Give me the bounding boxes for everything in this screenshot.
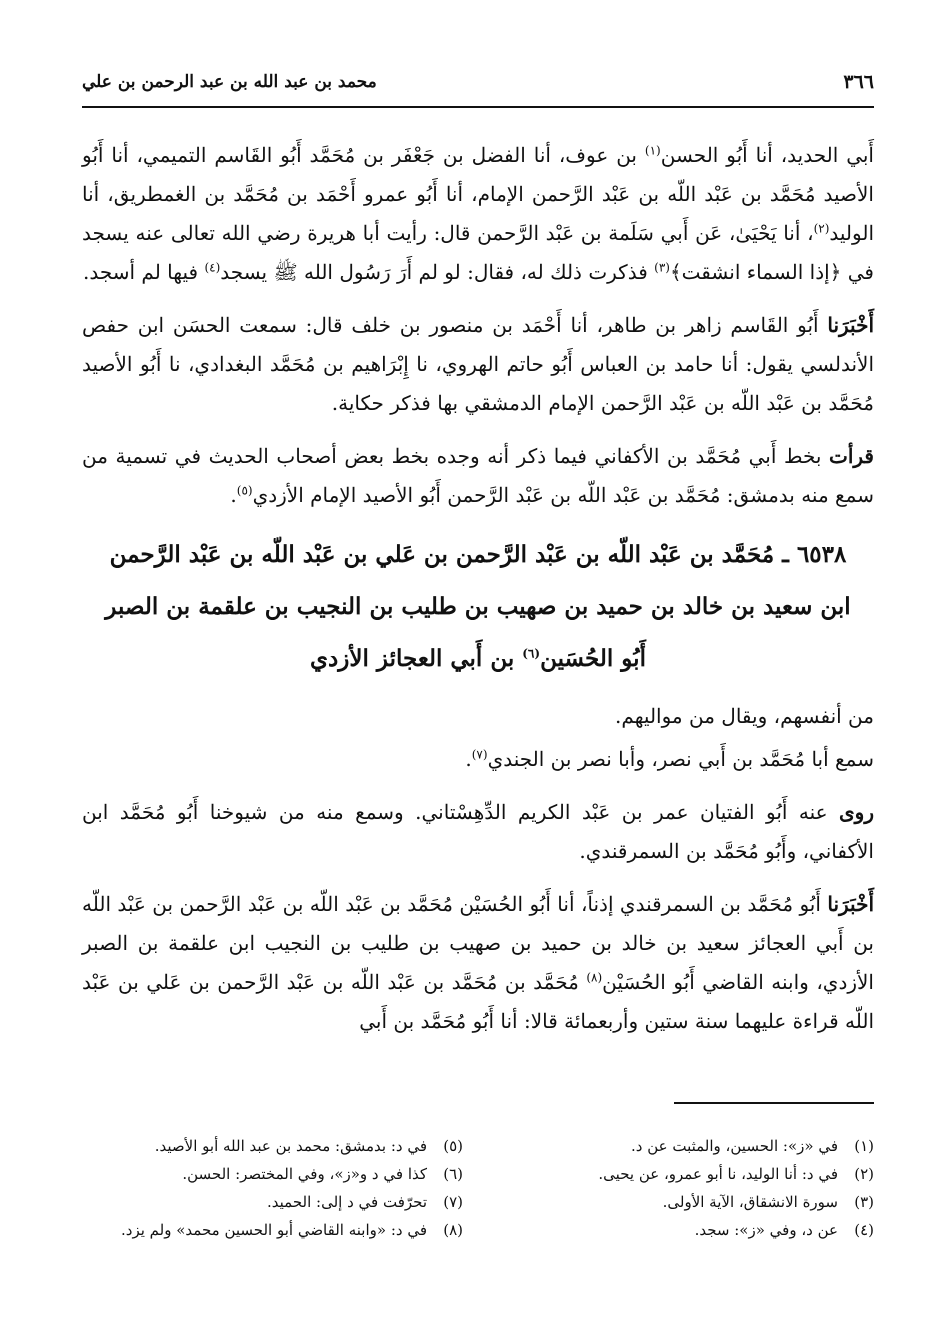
paragraph-text: سمع أبا مُحَمَّد بن أَبي نصر، وأبا نصر بن الجندي <box>487 747 874 771</box>
footnote-number: (٨) <box>443 1221 463 1239</box>
entry-title-line <box>82 633 874 685</box>
entry-title <box>82 529 874 685</box>
paragraph <box>82 740 874 779</box>
footnote <box>82 1188 463 1216</box>
footnote-text: كذا في د و«ز»، وفي المختصر: الحسن. <box>182 1165 427 1183</box>
footnote-text: في د: أنا الوليد، نا أبو عمرو، عن يحيى. <box>598 1165 838 1183</box>
paragraph-lead: روى <box>839 800 874 824</box>
paragraph <box>82 885 874 1041</box>
footnote-ref: (٨) <box>586 970 603 985</box>
paragraph-text: فيها لم أسجد. <box>82 260 205 284</box>
footnote-text: في د: «وابنه القاضي أبو الحسين محمد» ولم يزد. <box>121 1221 427 1239</box>
main-text <box>82 136 874 1055</box>
footnote-text: تحرّفت في د إلى: الحميد. <box>266 1193 427 1211</box>
footnote-ref: (٣) <box>654 260 670 275</box>
paragraph-text: مُحَمَّد بن مُحَمَّد بن عَبْد اللّه بن عَبْد الرَّحمن بن عَلي بن عَبْد اللّه قراءة عليهما سنة ستين وأربعمائة قالا: أنا أَبُو مُحَمَّد بن أَبي <box>82 970 874 1033</box>
footnote-ref: (٢) <box>813 221 830 236</box>
footnote-ref: (٧) <box>471 747 488 762</box>
entry-title-line: ٦٥٣٨ ـ مُحَمَّد بن عَبْد اللّه بن عَبْد الرَّحمن بن عَلي بن عَبْد اللّه بن عَبْد الرَّحمن <box>109 541 847 568</box>
footnotes-left-column <box>82 1132 463 1244</box>
footnote-text: في «ز»: الحسين، والمثبت عن د. <box>630 1137 838 1155</box>
footnote <box>82 1216 463 1244</box>
paragraph-text: بن عوف، أنا الفضل بن جَعْفَر بن مُحَمَّد أَبُو القَاسم التميمي، أنا أَبُو الأصيد مُحَمَّد بن عَبْد اللّه بن عَبْد الرَّحمن الإمام، أنا أَبُو عمرو أَحْمَد بن مُحَمَّد بن الغمطريق، أنا الوليد <box>82 143 874 245</box>
paragraph <box>82 136 874 292</box>
page-number: ٣٦٦ <box>843 71 874 93</box>
footnote <box>82 1160 463 1188</box>
paragraph-text: فذكرت ذلك له، فقال: لو لم أَرَ رَسُول الله ﷺ يسجد <box>220 260 655 284</box>
paragraph <box>82 697 874 736</box>
entry-title-text: بن أَبي العجائز الأزدي <box>310 645 523 672</box>
footnote-text: في د: بدمشق: محمد بن عبد الله أبو الأصيد. <box>154 1137 427 1155</box>
header-rule <box>82 106 874 108</box>
paragraph-lead: أَخْبَرَنا <box>827 892 874 916</box>
footnotes-right-column <box>493 1132 874 1244</box>
footnote <box>493 1160 874 1188</box>
paragraph-text: عنه أَبُو الفتيان عمر بن عَبْد الكريم الدِّهِسْتاني. وسمع منه من شيوخنا أَبُو مُحَمَّد ابن الأكفاني، وأَبُو مُحَمَّد بن السمرقندي. <box>82 800 874 863</box>
footnote-ref: (٥) <box>236 483 253 498</box>
footnote <box>493 1216 874 1244</box>
footnote <box>82 1132 463 1160</box>
footnote-number: (٦) <box>443 1165 463 1183</box>
footnote-number: (٤) <box>854 1221 874 1239</box>
paragraph-text: . <box>465 747 472 771</box>
running-title: محمد بن عبد الله بن عبد الرحمن بن علي <box>82 72 377 92</box>
paragraph-text: أَبُو القَاسم زاهر بن طاهر، أنا أَحْمَد بن منصور بن خلف قال: سمعت الحسَن ابن حفص الأندلسي يقول: أنا حامد بن العباس أَبُو حاتم الهروي، نا إِبْرَاهيم بن مُحَمَّد البغدادي، نا أَبُو الأصيد مُحَمَّد بن عَبْد اللّه بن عَبْد الرَّحمن الإمام الدمشقي بها فذكر حكاية. <box>82 313 874 415</box>
paragraph-text: بخط أَبي مُحَمَّد بن الأكفاني فيما ذكر أنه وجده بخط بعض أصحاب الحديث في تسمية من سمع منه بدمشق: مُحَمَّد بن عَبْد اللّه بن عَبْد الرَّحمن أَبُو الأصيد الإمام الأزدي <box>82 444 874 507</box>
footnote-number: (٥) <box>443 1137 463 1155</box>
paragraph-text: أَبي الحديد، أنا أَبُو الحسن <box>660 143 874 167</box>
footnote-text: سورة الانشقاق، الآية الأولى. <box>662 1193 838 1211</box>
footnote-number: (٧) <box>443 1193 463 1211</box>
entry-title-line: ابن سعيد بن خالد بن حميد بن صهيب بن طليب بن النجيب بن علقمة بن الصبر <box>105 593 851 620</box>
paragraph-text: أَبُو مُحَمَّد بن السمرقندي إذناً، أنا أَبُو الحُسَيْن مُحَمَّد بن عَبْد اللّه بن عَبْد الرَّحمن بن عَبْد اللّه بن أَبي العجائز سعيد بن خالد بن حميد بن صهيب بن طليب بن النجيب ابن علقمة بن الصبر الأزدي، وابنه القاضي أَبُو الحُسَيْن <box>82 892 874 994</box>
entry-title-text: أَبُو الحُسَين <box>540 645 646 672</box>
footnote-text: عن د، وفي «ز»: سجد. <box>694 1221 838 1239</box>
paragraph-text: . <box>230 483 237 507</box>
footnotes <box>82 1132 874 1244</box>
page-header <box>82 62 874 102</box>
paragraph-lead: قرأت <box>829 444 874 468</box>
paragraph-lead: أَخْبَرَنا <box>827 313 874 337</box>
paragraph-text: من أنفسهم، ويقال من مواليهم. <box>615 704 874 728</box>
footnote-rule <box>674 1102 874 1104</box>
paragraph <box>82 437 874 515</box>
footnote-ref: (٦) <box>522 646 541 661</box>
footnote <box>493 1188 874 1216</box>
footnote-number: (٢) <box>854 1165 874 1183</box>
footnote-number: (٣) <box>854 1193 874 1211</box>
footnote-ref: (٤) <box>204 260 221 275</box>
paragraph-text: ، أنا يَحْيَىٰ، عَن أَبي سَلَمة بن عَبْد الرَّحمن قال: رأيت أبا هريرة رضي الله تعالى عنه يسجد في ﴿إذا السماء انشقت﴾ <box>82 221 874 284</box>
footnote <box>493 1132 874 1160</box>
paragraph <box>82 306 874 423</box>
footnote-number: (١) <box>854 1137 874 1155</box>
paragraph <box>82 793 874 871</box>
footnote-ref: (١) <box>644 143 661 158</box>
